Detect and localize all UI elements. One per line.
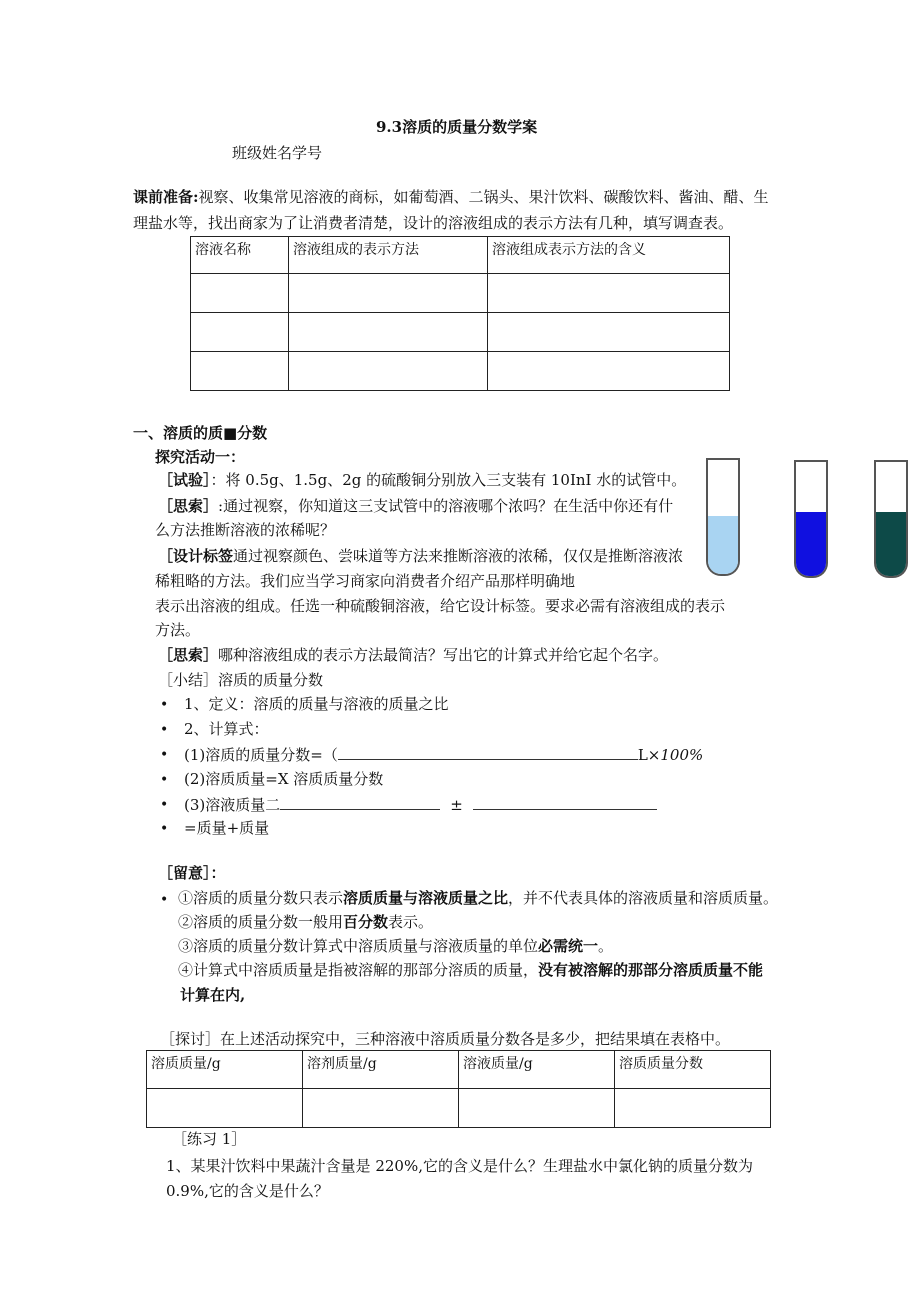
design-text-3: 表示出溶液的组成。任选一种硫酸铜溶液，给它设计标签。要求必需有溶液组成的表示 — [155, 597, 726, 615]
think2-line — [158, 646, 668, 664]
activity-title: 探究活动一： — [155, 448, 246, 466]
result-cell[interactable] — [147, 1089, 303, 1128]
bullet-icon: • — [160, 892, 169, 908]
note-2-emph: 百分数 — [343, 913, 389, 931]
note-3-end: 。 — [598, 937, 614, 955]
note-3-emph: 必需统一 — [538, 937, 599, 955]
think2-text: 哪种溶液组成的表示方法最简洁？写出它的计算式并给它起个名字。 — [218, 646, 669, 664]
table-row — [191, 352, 730, 391]
note-1 — [178, 889, 778, 907]
formula-4: =质量+质量 — [184, 819, 270, 837]
tube-rim — [706, 458, 739, 460]
table-row — [191, 313, 730, 352]
bullet-icon: • — [160, 797, 169, 813]
result-table-header — [147, 1051, 771, 1089]
note-1-emph: 溶质质量与溶液质量之比 — [343, 889, 509, 907]
bullet-icon: • — [160, 821, 169, 837]
prep-label: 课前准备: — [133, 188, 199, 206]
formula-3-prefix: (3)溶液质量二 — [184, 796, 281, 814]
test-tube-icon — [706, 458, 740, 576]
formula-1 — [184, 745, 703, 764]
survey-cell[interactable] — [191, 274, 289, 313]
result-cell[interactable] — [615, 1089, 771, 1128]
experiment-line — [158, 471, 686, 489]
note-2 — [178, 913, 433, 931]
survey-cell[interactable] — [289, 274, 488, 313]
think-text-2: 么方法推断溶液的浓稀呢？ — [155, 521, 336, 539]
result-header-cell: 溶剂质量/g — [303, 1051, 459, 1089]
note-3 — [178, 937, 613, 955]
note-4-emph: 没有被溶解的那部分溶质质量不能 — [538, 961, 764, 979]
formula-1-suffix: L× — [637, 746, 661, 764]
think-line-1 — [158, 497, 673, 515]
tube-rim — [794, 460, 827, 462]
design-line-1 — [158, 547, 683, 565]
definition: 1、定义：溶质的质量与溶液的质量之比 — [184, 695, 449, 713]
exercise-q1-line-2: 0.9%,它的含义是什么？ — [166, 1182, 329, 1200]
formula-1-blank[interactable] — [338, 745, 638, 760]
discuss-text: ［探讨］在上述活动探究中，三种溶液中溶质质量分数各是多少，把结果填在表格中。 — [160, 1030, 731, 1048]
experiment-label: ［试验］ — [158, 471, 211, 489]
design-label: ［设计标签 — [158, 547, 234, 565]
tube-liquid-light-blue — [708, 516, 738, 574]
table-row — [191, 274, 730, 313]
test-tube-icon — [874, 460, 908, 578]
design-text-2: 稀粗略的方法。我们应当学习商家向消费者介绍产品那样明确地 — [155, 572, 576, 590]
table-row — [147, 1089, 771, 1128]
exercise-q1-line-1: 1、某果汁饮料中果蔬汁含量是 220%,它的含义是什么？生理盐水中氯化钠的质量分数为 — [166, 1157, 753, 1175]
note-2-text: ②溶质的质量分数一般用 — [178, 913, 344, 931]
survey-table — [190, 236, 730, 391]
student-info: 班级姓名学号 — [232, 144, 323, 162]
think-text-1: :通过视察，你知道这三支试管中的溶液哪个浓吗？在生活中你还有什 — [218, 497, 674, 515]
test-tube-icon — [794, 460, 828, 578]
think2-label: ［思索］ — [158, 646, 219, 664]
survey-header-cell: 溶液名称 — [191, 237, 289, 274]
note-1-end: ，并不代表具体的溶液质量和溶质质量。 — [508, 889, 779, 907]
note-label: ［留意］： — [158, 864, 226, 882]
prep-text-1: 视察、收集常见溶液的商标，如葡萄酒、二锅头、果汁饮料、碳酸饮料、酱油、醋、生 — [198, 188, 769, 206]
survey-header-cell: 溶液组成的表示方法 — [289, 237, 488, 274]
note-4-text: ④计算式中溶质质量是指被溶解的那部分溶质的质量， — [178, 961, 539, 979]
formula-1-prefix: (1)溶质的质量分数=（ — [184, 746, 338, 764]
design-text-1: 通过视察颜色、尝味道等方法来推断溶液的浓稀，仅仅是推断溶液浓 — [233, 547, 684, 565]
note-2-end: 表示。 — [388, 913, 434, 931]
formula-3-op: ± — [450, 796, 463, 814]
formula-1-percent: 100% — [660, 746, 704, 764]
result-header-cell: 溶质质量/g — [147, 1051, 303, 1089]
survey-table-header — [191, 237, 730, 274]
result-table — [146, 1050, 771, 1128]
note-3-text: ③溶质的质量分数计算式中溶质质量与溶液质量的单位 — [178, 937, 539, 955]
formula-title: 2、计算式： — [184, 720, 269, 738]
formula-2: (2)溶质质量=X 溶质质量分数 — [184, 770, 384, 788]
bullet-icon: • — [160, 697, 169, 713]
tube-liquid-blue — [796, 512, 826, 576]
think-label: ［思索］ — [158, 497, 219, 515]
note-4 — [178, 961, 763, 979]
survey-cell[interactable] — [191, 313, 289, 352]
bullet-icon: • — [160, 747, 169, 763]
summary-line: ［小结］溶质的质量分数 — [158, 671, 324, 689]
survey-cell[interactable] — [289, 352, 488, 391]
formula-3-blank-1[interactable] — [280, 795, 440, 810]
note-1-text: ①溶质的质量分数只表示 — [178, 889, 344, 907]
experiment-text: ：将 0.5g、1.5g、2g 的硫酸铜分别放入三支装有 10InI 水的试管中。 — [210, 471, 687, 489]
tube-rim — [874, 460, 907, 462]
prep-text-2: 理盐水等，找出商家为了让消费者清楚，设计的溶液组成的表示方法有几种，填写调查表。 — [133, 214, 734, 232]
result-header-cell: 溶质质量分数 — [615, 1051, 771, 1089]
result-header-cell: 溶液质量/g — [459, 1051, 615, 1089]
tube-liquid-dark-teal — [876, 512, 906, 576]
section-heading: 一、溶质的质■分数 — [133, 424, 268, 442]
formula-3-blank-2[interactable] — [473, 795, 657, 810]
bullet-icon: • — [160, 722, 169, 738]
formula-3 — [184, 795, 657, 814]
survey-cell[interactable] — [488, 274, 730, 313]
design-text-4: 方法。 — [155, 621, 201, 639]
result-cell[interactable] — [303, 1089, 459, 1128]
note-4-continued: 计算在内, — [180, 986, 246, 1004]
survey-header-cell: 溶液组成表示方法的含义 — [488, 237, 730, 274]
page-title: 9.3溶质的质量分数学案 — [376, 118, 538, 136]
prep-line-1 — [133, 188, 769, 206]
survey-cell[interactable] — [191, 352, 289, 391]
result-cell[interactable] — [459, 1089, 615, 1128]
survey-cell[interactable] — [488, 313, 730, 352]
survey-cell[interactable] — [289, 313, 488, 352]
survey-cell[interactable] — [488, 352, 730, 391]
exercise-label: ［练习 1］ — [172, 1130, 247, 1148]
bullet-icon: • — [160, 772, 169, 788]
